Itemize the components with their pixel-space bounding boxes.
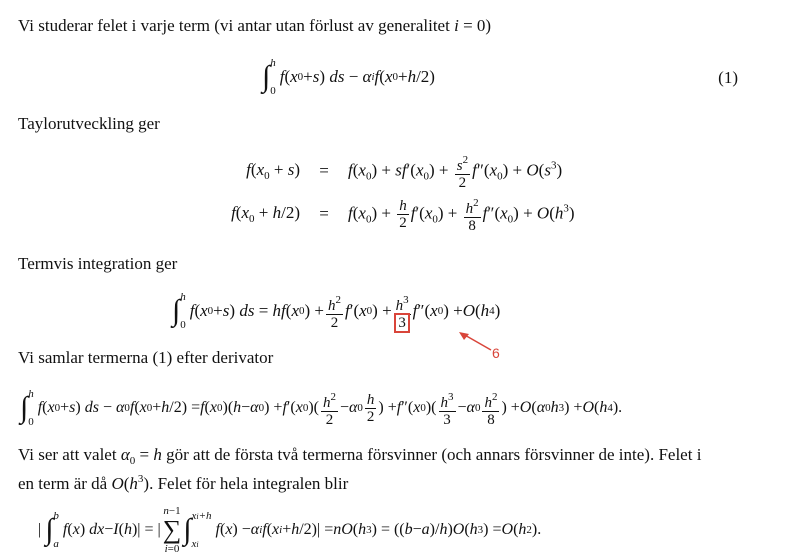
equation-1: ∫ h 0 f ( x 0 + s ) ds − α i f ( x 0 + h /2) <box>262 57 435 97</box>
intro-text: Vi studerar felet i varje term (vi antar utan förlust av generalitet i = 0) <box>18 16 492 35</box>
paragraph-conclusion-line-2: en term är då $O(h^3)$. Felet för hela integralen blir <box>18 473 349 493</box>
highlighted-denominator: 3 <box>398 314 406 331</box>
equation-termwise-integration: ∫ h 0 f ( x 0 + s ) ds = hf ( x 0 ) + $\frac{h^2}{2}$ f ′( x 0 ) + $\frac{h^3}{3}$ f ″( x 0 ) + O ( h 4 ) <box>172 291 501 331</box>
taylor-row-1: $f(x_0 + s)$ = $f(x_0) + sf'(x_0)$ + $\frac{s^2}{2}$ $f''(x_0) + O(s^3)$ <box>246 153 563 191</box>
taylor-row-2: $f(x_0 + h/2)$ = $f(x_0)$ + $\frac{h}{2}$ $f'(x_0)$ + $\frac{h^2}{8}$ $f''(x_0) + O(h^3)$ <box>231 196 575 234</box>
equation-total-error: | ∫ b a f ( x ) dx − I ( h )| = | n−1 ∑ i=0 ∫ xi+h xi f ( x ) − α i f ( x i + h /2)| = nO ( h 3 ) = (( b − a )/ h ) O ( h 3 ) = O ( h 2 ). <box>38 505 542 555</box>
annotation-label: 6 <box>492 345 500 361</box>
equation-number-1: (1) <box>718 68 738 87</box>
paragraph-conclusion-line-1: Vi ser att valet $\alpha_0 = h$ gör att de första två termerna försvinner (och annars försvinner de inte). Felet i <box>18 445 702 467</box>
paragraph-samlar: Vi samlar termerna (1) efter derivator <box>18 348 274 367</box>
taylor-expansions <box>180 150 575 236</box>
paragraph-taylor: Taylorutveckling ger <box>18 114 160 133</box>
paragraph-intro <box>18 14 491 38</box>
equation-collected: ∫ h 0 f ( x 0 + s ) ds − α 0 f ( x 0 + h /2) = f ( x 0 )( h − α 0 ) + f ′( x 0 )( $\frac{h^2}{2}$ − α 0 $\frac{h}{2}$ ) + f ″( x 0 )( $\frac{h^3}{3}$ − α 0 $\frac{h^2}{8}$ ) + O ( α 0 h 3 ) + O ( h 4 ). <box>20 388 623 428</box>
paragraph-termvis: Termvis integration ger <box>18 254 178 273</box>
